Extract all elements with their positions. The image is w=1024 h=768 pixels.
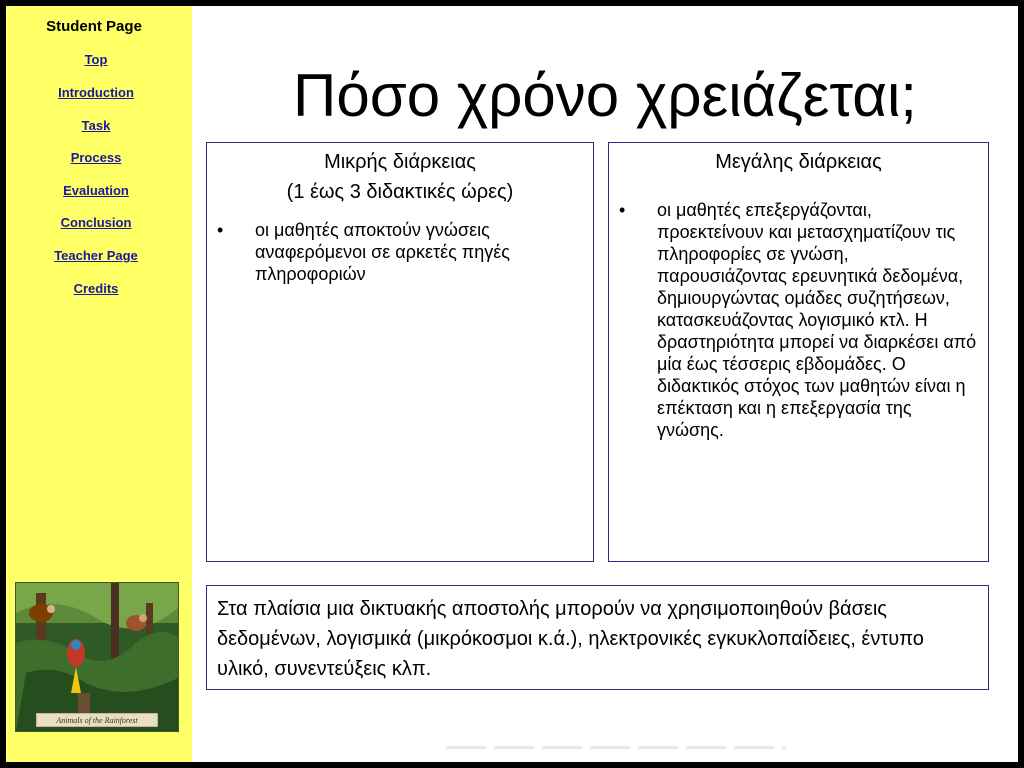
nav-link-top[interactable]: Top [84,52,108,67]
nav-link-credits[interactable]: Credits [73,281,119,296]
nav-link-evaluation[interactable]: Evaluation [63,183,129,198]
nav-link-introduction[interactable]: Introduction [58,85,134,100]
svg-text:Animals of the Rainforest: Animals of the Rainforest [56,716,138,725]
short-duration-subheading: (1 έως 3 διδακτικές ώρες) [286,181,514,203]
nav-link-teacher-page[interactable]: Teacher Page [54,248,138,263]
resources-note-text: Στα πλαίσια μια δικτυακής αποστολής μπορούν να χρησιμοποιηθούν βάσεις δεδομένων, λογισμικά (μικρόκοσμοι κ.ά.), ηλεκτρονικές εγκυκλοπαίδειες, έντυπο υλικό, συνεντεύξεις κλπ. [217,598,924,680]
nav-link-task[interactable]: Task [81,118,111,133]
sidebar [6,6,192,762]
short-duration-bullet [217,219,577,285]
nav-link-conclusion[interactable]: Conclusion [60,215,132,230]
bullet-icon: • [619,200,626,220]
nav-link-process[interactable]: Process [70,150,122,165]
page-title: Πόσο χρόνο χρειάζεται; [293,62,917,129]
slide [6,6,1018,762]
long-duration-heading: Μεγάλης διάρκειας [715,151,882,173]
short-duration-heading: Μικρής διάρκειας [324,151,476,173]
footer-divider [446,746,786,749]
rainforest-image [15,582,179,732]
long-duration-bullet [619,199,982,441]
long-duration-bullet-text: οι μαθητές επεξεργάζονται, προεκτείνουν και μετασχηματίζουν τις πληροφορίες σε γνώση, παρουσιάζοντας ερευνητικά δεδομένα, δημιουργώντας ομάδες συζητήσεων, κατασκευάζοντας λογισμικό κτλ. Η δραστηριότητα μπορεί να διαρκέσει από μία έως τέσσερις εβδομάδες. Ο διδακτικός στόχος των μαθητών είναι η επέκταση και η επεξεργασία της γνώσης. [657,200,977,440]
resources-note-box [206,585,989,690]
long-duration-box [608,142,989,562]
short-duration-bullet-text: οι μαθητές αποκτούν γνώσεις αναφερόμενοι σε αρκετές πηγές πληροφοριών [255,220,510,284]
bullet-icon: • [217,220,224,240]
sidebar-title: Student Page [46,18,142,35]
short-duration-box [206,142,594,562]
